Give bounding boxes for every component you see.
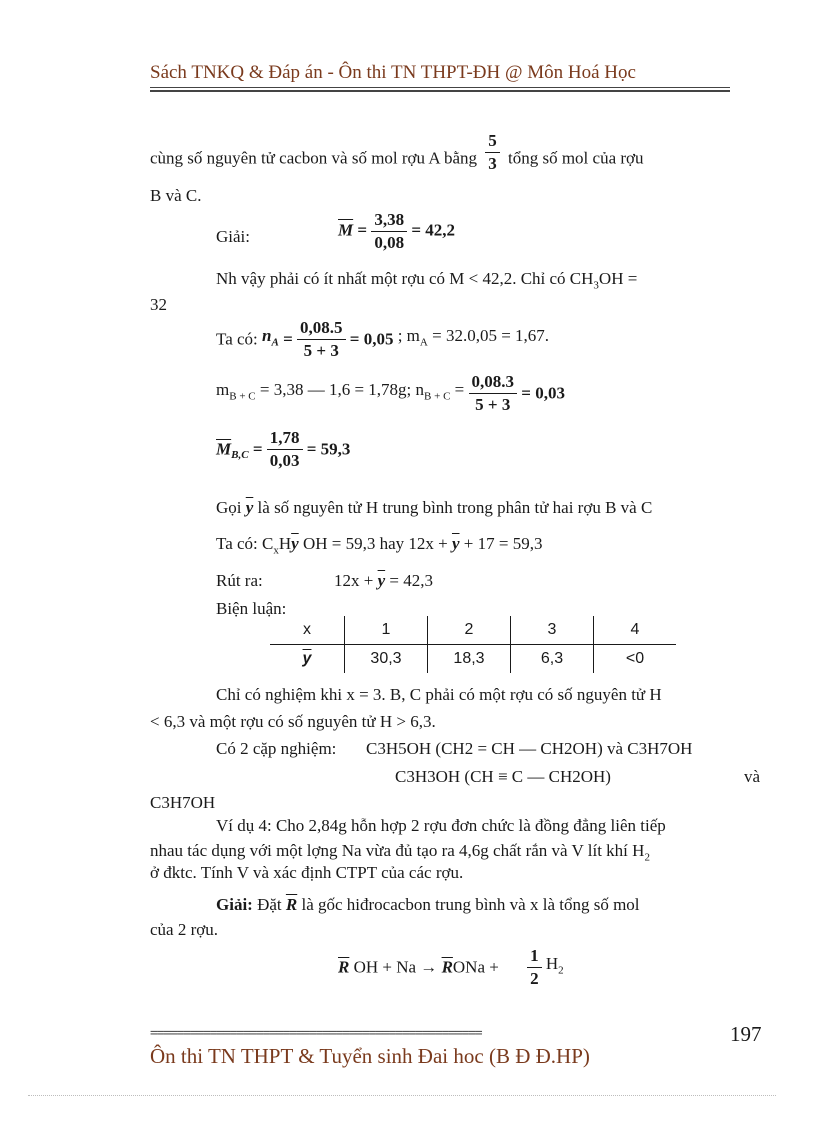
solution-label: Giải: xyxy=(216,227,250,246)
text-segment: = 3,38 — 1,6 = 1,78g; n xyxy=(259,380,425,400)
fraction-denominator: 5 + 3 xyxy=(475,395,511,414)
text-segment: cùng số nguyên tử cacbon và số mol rợu A bằng xyxy=(150,148,477,168)
equation-rutra xyxy=(334,570,433,592)
footer-title: Ôn thi TN THPT & Tuyển sinh Đai hoc (B Đ Đ.HP) xyxy=(150,1044,590,1068)
table-cell: 30,3 xyxy=(345,645,428,674)
mean-y-symbol: $\overline{y}$ xyxy=(451,534,460,553)
page-number: 197 xyxy=(730,1022,762,1046)
fraction-nbc xyxy=(469,372,518,415)
paragraph-only-b: < 6,3 và một rợu có số nguyên tử H > 6,3. xyxy=(150,712,436,731)
bienluan-label: Biện luận: xyxy=(216,599,287,618)
header-rule xyxy=(150,87,730,88)
equation-mean-mbc: $\overline{M}_{B,C}$ = $\frac{1,78}{0,03}$ = 59,3 xyxy=(216,428,351,470)
text-segment: Đặt xyxy=(257,895,282,914)
paragraph-taco2 xyxy=(216,533,542,561)
pair-two-end: C3H7OH xyxy=(150,793,216,812)
mean-y-symbol: $\overline{y}$ xyxy=(245,498,254,517)
fraction-numerator: 1 xyxy=(527,946,542,968)
solution-2-line-2: của 2 rợu. xyxy=(150,920,218,939)
text-segment: tổng số mol của rợu xyxy=(507,148,644,168)
subscript: x xyxy=(273,544,279,557)
fraction-numerator: 3,38 xyxy=(371,210,407,232)
text-segment: là gốc hiđrocacbon trung bình và x là tổng số mol xyxy=(301,895,640,914)
table-header-cell: 1 xyxy=(345,616,428,645)
text-segment: OH + Na → xyxy=(353,957,438,977)
pair-two-and: và xyxy=(744,767,761,786)
mean-m-symbol: $\overline{M}$ xyxy=(338,220,354,240)
text-segment: Ta có: C xyxy=(216,534,274,553)
text-segment: ONa + xyxy=(452,957,499,977)
fraction-m xyxy=(371,210,407,253)
page-bottom-dotted-line xyxy=(28,1095,776,1096)
mean-y-symbol: $\overline{y}$ xyxy=(377,571,386,590)
fraction-five-thirds xyxy=(485,131,500,174)
fraction-mbc xyxy=(267,428,303,471)
subscript: 2 xyxy=(644,851,650,864)
table-header-cell: 2 xyxy=(428,616,511,645)
table-row-label: $\overline{y}$ xyxy=(302,650,312,667)
fraction-denominator: 0,08 xyxy=(374,233,405,252)
text-segment: ; m xyxy=(397,326,420,346)
text-segment: Gọi xyxy=(216,498,242,517)
subscript: 3 xyxy=(593,279,599,292)
text-segment: = 32.0,05 = 1,67. xyxy=(432,326,550,346)
mean-r-symbol: $\overline{R}$ xyxy=(441,957,453,977)
n-symbol: n xyxy=(262,326,272,346)
fraction-numerator: 0,08.3 xyxy=(469,372,518,394)
subscript: B + C xyxy=(424,390,451,403)
equation-na: Ta có: $n_A$ = $\frac{0,08.5}{5 + 3}$ = 0,05 ; $m_A = 32.0,05 = 1,67$. xyxy=(216,318,550,360)
text-segment: OH = 59,3 hay 12x + xyxy=(302,534,448,553)
paragraph-line-4 xyxy=(216,268,637,296)
subscript: 2 xyxy=(558,964,564,977)
text-segment: = xyxy=(454,380,465,400)
mean-y-symbol: $\overline{y}$ xyxy=(291,534,299,553)
text-segment: H xyxy=(278,534,292,553)
mean-r-symbol: $\overline{R}$ xyxy=(338,957,350,977)
fraction-numerator: 0,08.5 xyxy=(297,318,346,340)
discussion-table xyxy=(270,616,676,673)
equation-mbc-nbc xyxy=(216,372,565,415)
equation-result: = 0,03 xyxy=(521,383,565,403)
paragraph-line-5: 32 xyxy=(150,295,167,314)
paragraph-goi xyxy=(216,497,652,519)
table-cell: <0 xyxy=(594,645,677,674)
pair-two: C3H3OH (CH ≡ C — CH2OH) xyxy=(395,767,611,786)
reaction-equation xyxy=(338,946,564,989)
table-row xyxy=(270,616,676,645)
text-segment: Ta có: xyxy=(216,329,258,349)
fraction-one-half xyxy=(527,946,542,989)
pair-one: C3H5OH (CH2 = CH — CH2OH) và C3H7OH xyxy=(366,739,693,758)
example-line-3: ở đktc. Tính V và xác định CTPT của các rợu. xyxy=(150,863,464,882)
subscript: A xyxy=(419,336,428,349)
rutra-label: Rút ra: xyxy=(216,571,263,590)
text-segment: nhau tác dụng với một lợng Na vừa đủ tạo ra 4,6g chất rắn và V lít khí H xyxy=(150,841,645,860)
fraction-numerator: 5 xyxy=(485,131,500,153)
fraction-denominator: 0,03 xyxy=(269,451,300,470)
running-header: Sách TNKQ & Đáp án - Ôn thi TN THPT-ĐH @ Môn Hoá Học xyxy=(150,62,636,83)
text-segment: = 42,3 xyxy=(389,571,433,590)
table-header-cell: x xyxy=(270,616,345,645)
text-segment: 12x + xyxy=(334,571,374,590)
subscript: B,C xyxy=(231,448,249,461)
fraction-numerator: 1,78 xyxy=(267,428,303,450)
fraction-na xyxy=(297,318,346,361)
equation-mean-molar-mass: $\overline{M}$ = $\frac{3,38}{0,08}$ = 42,2 xyxy=(338,210,455,252)
example-line-1: Ví dụ 4: Cho 2,84g hỗn hợp 2 rợu đơn chức là đồng đẳng liên tiếp xyxy=(216,816,666,835)
paragraph-line-2: B và C. xyxy=(150,186,202,205)
fraction-denominator: 3 xyxy=(488,154,497,173)
table-header-cell: 3 xyxy=(511,616,594,645)
equation-result: = 59,3 xyxy=(306,439,351,459)
subscript: B + C xyxy=(229,390,256,403)
mean-r-symbol: $\overline{R}$ xyxy=(285,895,298,914)
mean-m-symbol: $\overline{M}$ xyxy=(216,439,232,459)
text-segment: là số nguyên tử H trung bình trong phân tử hai rợu B và C xyxy=(257,498,653,517)
paragraph-line-1 xyxy=(150,131,644,174)
solution-2-line-1 xyxy=(216,894,640,916)
subscript: A xyxy=(271,336,279,349)
footer-rule: ================================================== xyxy=(150,1026,482,1041)
fraction-denominator: 5 + 3 xyxy=(303,341,339,360)
text-segment: m xyxy=(216,380,230,400)
table-row xyxy=(270,645,676,674)
header-rule-thick xyxy=(150,90,730,92)
equation-result: = 0,05 xyxy=(349,329,394,349)
text-segment: H xyxy=(545,954,559,974)
fraction-denominator: 2 xyxy=(530,969,539,988)
table-cell: 18,3 xyxy=(428,645,511,674)
solution-label: Giải: xyxy=(216,895,253,914)
text-segment: + 17 = 59,3 xyxy=(463,534,543,553)
paragraph-only-a: Chỉ có nghiệm khi x = 3. B, C phải có một rợu có số nguyên tử H xyxy=(216,685,662,704)
text-segment: OH = xyxy=(598,269,638,288)
pairs-label: Có 2 cặp nghiệm: xyxy=(216,739,337,758)
text-segment: Nh vậy phải có ít nhất một rợu có M < 42,2. Chỉ có CH xyxy=(216,269,594,288)
table-header-cell: 4 xyxy=(594,616,677,645)
equation-result: = 42,2 xyxy=(411,220,455,240)
table-cell: 6,3 xyxy=(511,645,594,674)
